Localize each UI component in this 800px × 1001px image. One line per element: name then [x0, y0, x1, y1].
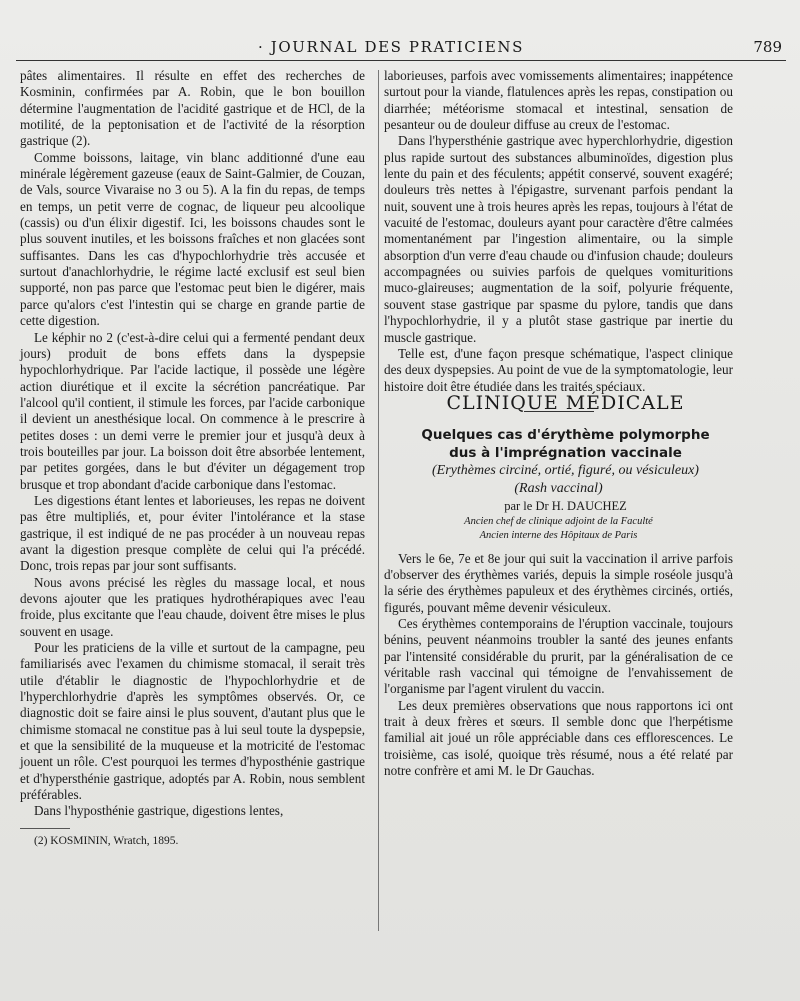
- article-subtitle: [384, 462, 733, 498]
- paragraph: Comme boissons, laitage, vin blanc additionné d'une eau minérale légèrement gazeuse (eaux de Saint-Galmier, de Couzan, de Vals, source Vivaraise no 3 ou 5). A la fin du repas, de temps en temps, un petit verre de cognac, de liqueur peu alcoolique (cassis) ou d'un élixir digestif. Ici, les boissons chaudes sont le plus souvent inutiles, et les boissons fraîches et non glacées sont suffisantes. Dans les cas d'hypochlorhydrie très accusée et surtout d'anachlorhydrie, le régime lacté exclusif est seul bien supporté, non pas parce que l'estomac peut bien le digérer, mais parce qu'alors c'est l'intestin qui se charge en grande partie de cette digestion.: [20, 149, 365, 329]
- paragraph: pâtes alimentaires. Il résulte en effet des recherches de Kosminin, confirmées par A. Robin, que le bon bouillon détermine l'augmentation de l'acidité gastrique et de HCl, de la motilité, de la peptonisation et de l'activité de la résorption gastrique (2).: [20, 68, 365, 149]
- paragraph: Dans l'hyposthénie gastrique, digestions lentes,: [34, 803, 284, 819]
- column-divider: [378, 70, 379, 931]
- affiliation-line: Ancien chef de clinique adjoint de la Faculté: [464, 515, 653, 527]
- header-rule: [16, 60, 786, 61]
- footnote: (2) KOSMININ, Wratch, 1895.: [34, 834, 179, 847]
- section-title: CLINIQUE MÉDICALE: [446, 391, 685, 414]
- paragraph: Nous avons précisé les règles du massage local, et nous devons ajouter que les pratiques hydrothérapiques avec l'eau froide, plus excitante que l'eau chaude, doivent être mises le plus souvent en usage.: [20, 574, 365, 639]
- paragraph: Vers le 6e, 7e et 8e jour qui suit la vaccination il arrive parfois d'observer des érythèmes variés, depuis la simple roséole jusqu'à la série des érythèmes papuleux et des érythèmes circinés, ortiés, figurés, pouvant même devenir vésiculeux.: [384, 550, 733, 615]
- subtitle-line: (Erythèmes circiné, ortié, figuré, ou vésiculeux): [432, 463, 699, 479]
- subtitle-line: (Rash vaccinal): [514, 481, 603, 497]
- affiliation-line: Ancien interne des Hôpitaux de Paris: [479, 529, 638, 541]
- page-number: 789: [753, 38, 782, 56]
- byline: par le Dr H. DAUCHEZ: [504, 499, 627, 514]
- paragraph: Ces érythèmes contemporains de l'éruption vaccinale, toujours bénins, peuvent néanmoins troubler la santé des jeunes enfants par l'intensité considérable du prurit, par la généralisation de ce véritable rash vaccinal qui témoigne de l'envahissement de l'organisme par l'agent virulent du vaccin.: [384, 615, 733, 697]
- paragraph: Les digestions étant lentes et laborieuses, les repas ne doivent pas être multipliés, et, pour éviter l'intolérance et la stase gastrique, il est indiqué de ne pas procéder à un nouveau repas avant la digestion presque complète de celui qui l'a précédé. Donc, trois repas par jour sont suffisants.: [20, 492, 365, 574]
- paragraph: Les deux premières observations que nous rapportons ici ont trait à deux frères et sœurs. Il semble donc que l'herpétisme familial ait joué un rôle appréciable dans ces efflorescences. Le troisième, cas isolé, quoique très résumé, nous a été relaté par notre confrère et ami M. le Dr Gauchas.: [384, 697, 733, 779]
- right-column: [384, 68, 733, 779]
- footnote-rule: [20, 828, 70, 829]
- article-title-line: dus à l'imprégnation vaccinale: [449, 445, 682, 462]
- running-head: · JOURNAL DES PRATICIENS: [258, 38, 524, 56]
- paragraph: Dans l'hypersthénie gastrique avec hyperchlorhydrie, digestion plus rapide surtout des substances albuminoïdes, digestion plus lente du pain et des féculents; appétit conservé, souvent exagéré; douleurs très nettes à l'épigastre, survenant parfois pendant la nuit, souvent une à trois heures après les repas, toujours à l'état de vacuité de l'estomac, douleurs ayant pour caractère d'être calmées momentanément par l'ingestion alimentaire, ou la simple absorption d'un verre d'eau chaude ou d'infusion chaude; douleurs accompagnées ou suivies parfois de quelques vomituritions muco-glaireuses; augmentation de la soif, polyurie fréquente, souvent stase gastrique par spasme du pylore, tandis que dans l'hypochlorhydrie, il y a plutôt stase gastrique par inertie du muscle gastrique.: [384, 133, 733, 345]
- paragraph: laborieuses, parfois avec vomissements alimentaires; inappétence surtout pour la viande, flatulences après les repas, constipation ou diarrhée; météorisme stomacal et intestinal, sensation de pesanteur ou de douleur diffuse au creux de l'estomac.: [384, 68, 733, 133]
- paragraph: Le képhir no 2 (c'est-à-dire celui qui a fermenté pendant deux jours) produit de bons effets dans la dyspepsie hypochlorhydrique. Par l'acide lactique, il possède une légère action diurétique et il excite la sécrétion pancréatique. Par l'alcool qu'il contient, il stimule les forces, par l'acide carbonique il devient un anesthésique local. On commence à le prescrire à petites doses : un demi verre le premier jour et jusqu'à deux à trois bouteilles par jour. La boisson doit être absorbée lentement, par petites gorgées, dans le but d'éviter un dégagement trop brusque et trop abondant d'acide carbonique dans l'estomac.: [20, 329, 365, 492]
- paragraph: Telle est, d'une façon presque schématique, l'aspect clinique des deux dyspepsies. Au point de vue de la symptomatologie, leur histoire doit être étudiée dans les traités spéciaux.: [384, 345, 733, 394]
- article-title-line: Quelques cas d'érythème polymorphe: [421, 427, 710, 444]
- author-affiliation: [384, 515, 733, 543]
- paragraph: Pour les praticiens de la ville et surtout de la campagne, peu familiarisés avec l'examen du chimisme stomacal, il serait très utile d'établir le diagnostic de l'hypochlorhydrie et de l'hyperchlorhydrie d'après les symptômes observés. Or, ce diagnostic doit se faire ainsi le plus souvent, d'autant plus que le chimisme stomacal ne constitue pas à lui seul toute la dyspepsie, et que la sensibilité de la muqueuse et la motricité de l'estomac jouent un rôle. C'est pourquoi les termes d'hyposthénie gastrique et d'hypersthénie gastrique, adoptés par A. Robin, nous semblent préférables.: [20, 640, 365, 803]
- left-column: [20, 68, 365, 849]
